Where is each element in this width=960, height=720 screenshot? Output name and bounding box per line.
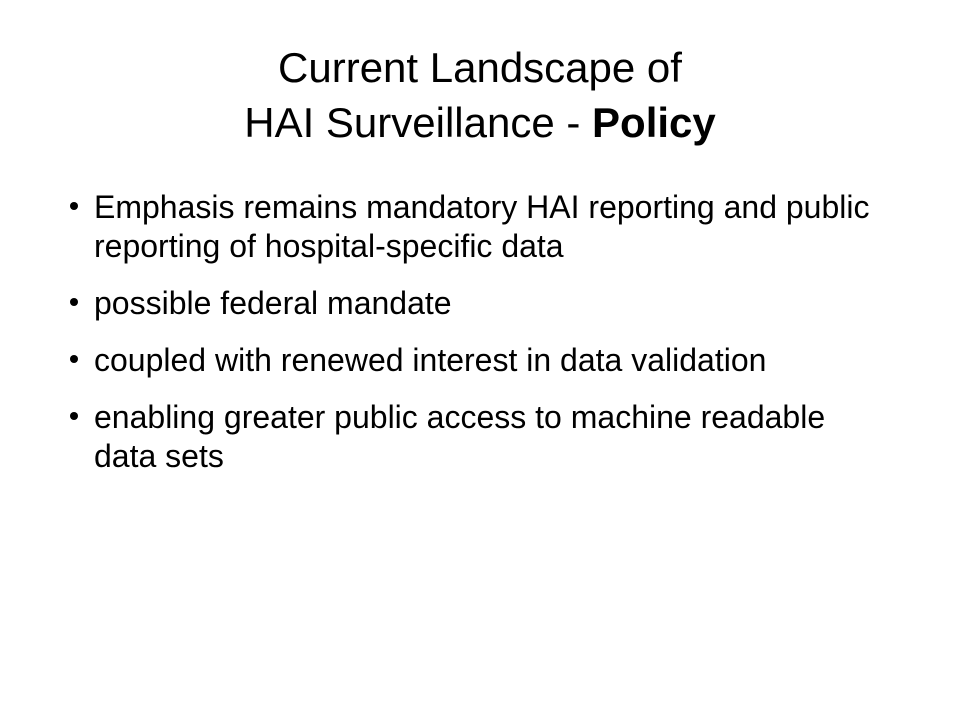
bullet-list <box>68 188 888 494</box>
bullet-text: coupled with renewed interest in data validation <box>94 342 767 378</box>
bullet-dot-icon <box>70 298 78 306</box>
title-line-1: Current Landscape of <box>278 44 682 91</box>
bullet-dot-icon <box>70 355 78 363</box>
bullet-item-1 <box>68 188 888 266</box>
title-emphasis: Policy <box>592 99 716 146</box>
bullet-dot-icon <box>70 202 78 210</box>
bullet-text: Emphasis remains mandatory HAI reporting and public reporting of hospital-specific data <box>94 189 870 264</box>
bullet-item-2 <box>68 284 888 323</box>
title-line-2-prefix: HAI Surveillance - <box>244 99 593 146</box>
bullet-item-3 <box>68 341 888 380</box>
slide-title <box>0 40 960 150</box>
bullet-text: possible federal mandate <box>94 285 452 321</box>
title-line-2 <box>0 95 960 150</box>
bullet-item-4 <box>68 398 888 476</box>
bullet-text: enabling greater public access to machine readable data sets <box>94 399 826 474</box>
bullet-dot-icon <box>70 412 78 420</box>
